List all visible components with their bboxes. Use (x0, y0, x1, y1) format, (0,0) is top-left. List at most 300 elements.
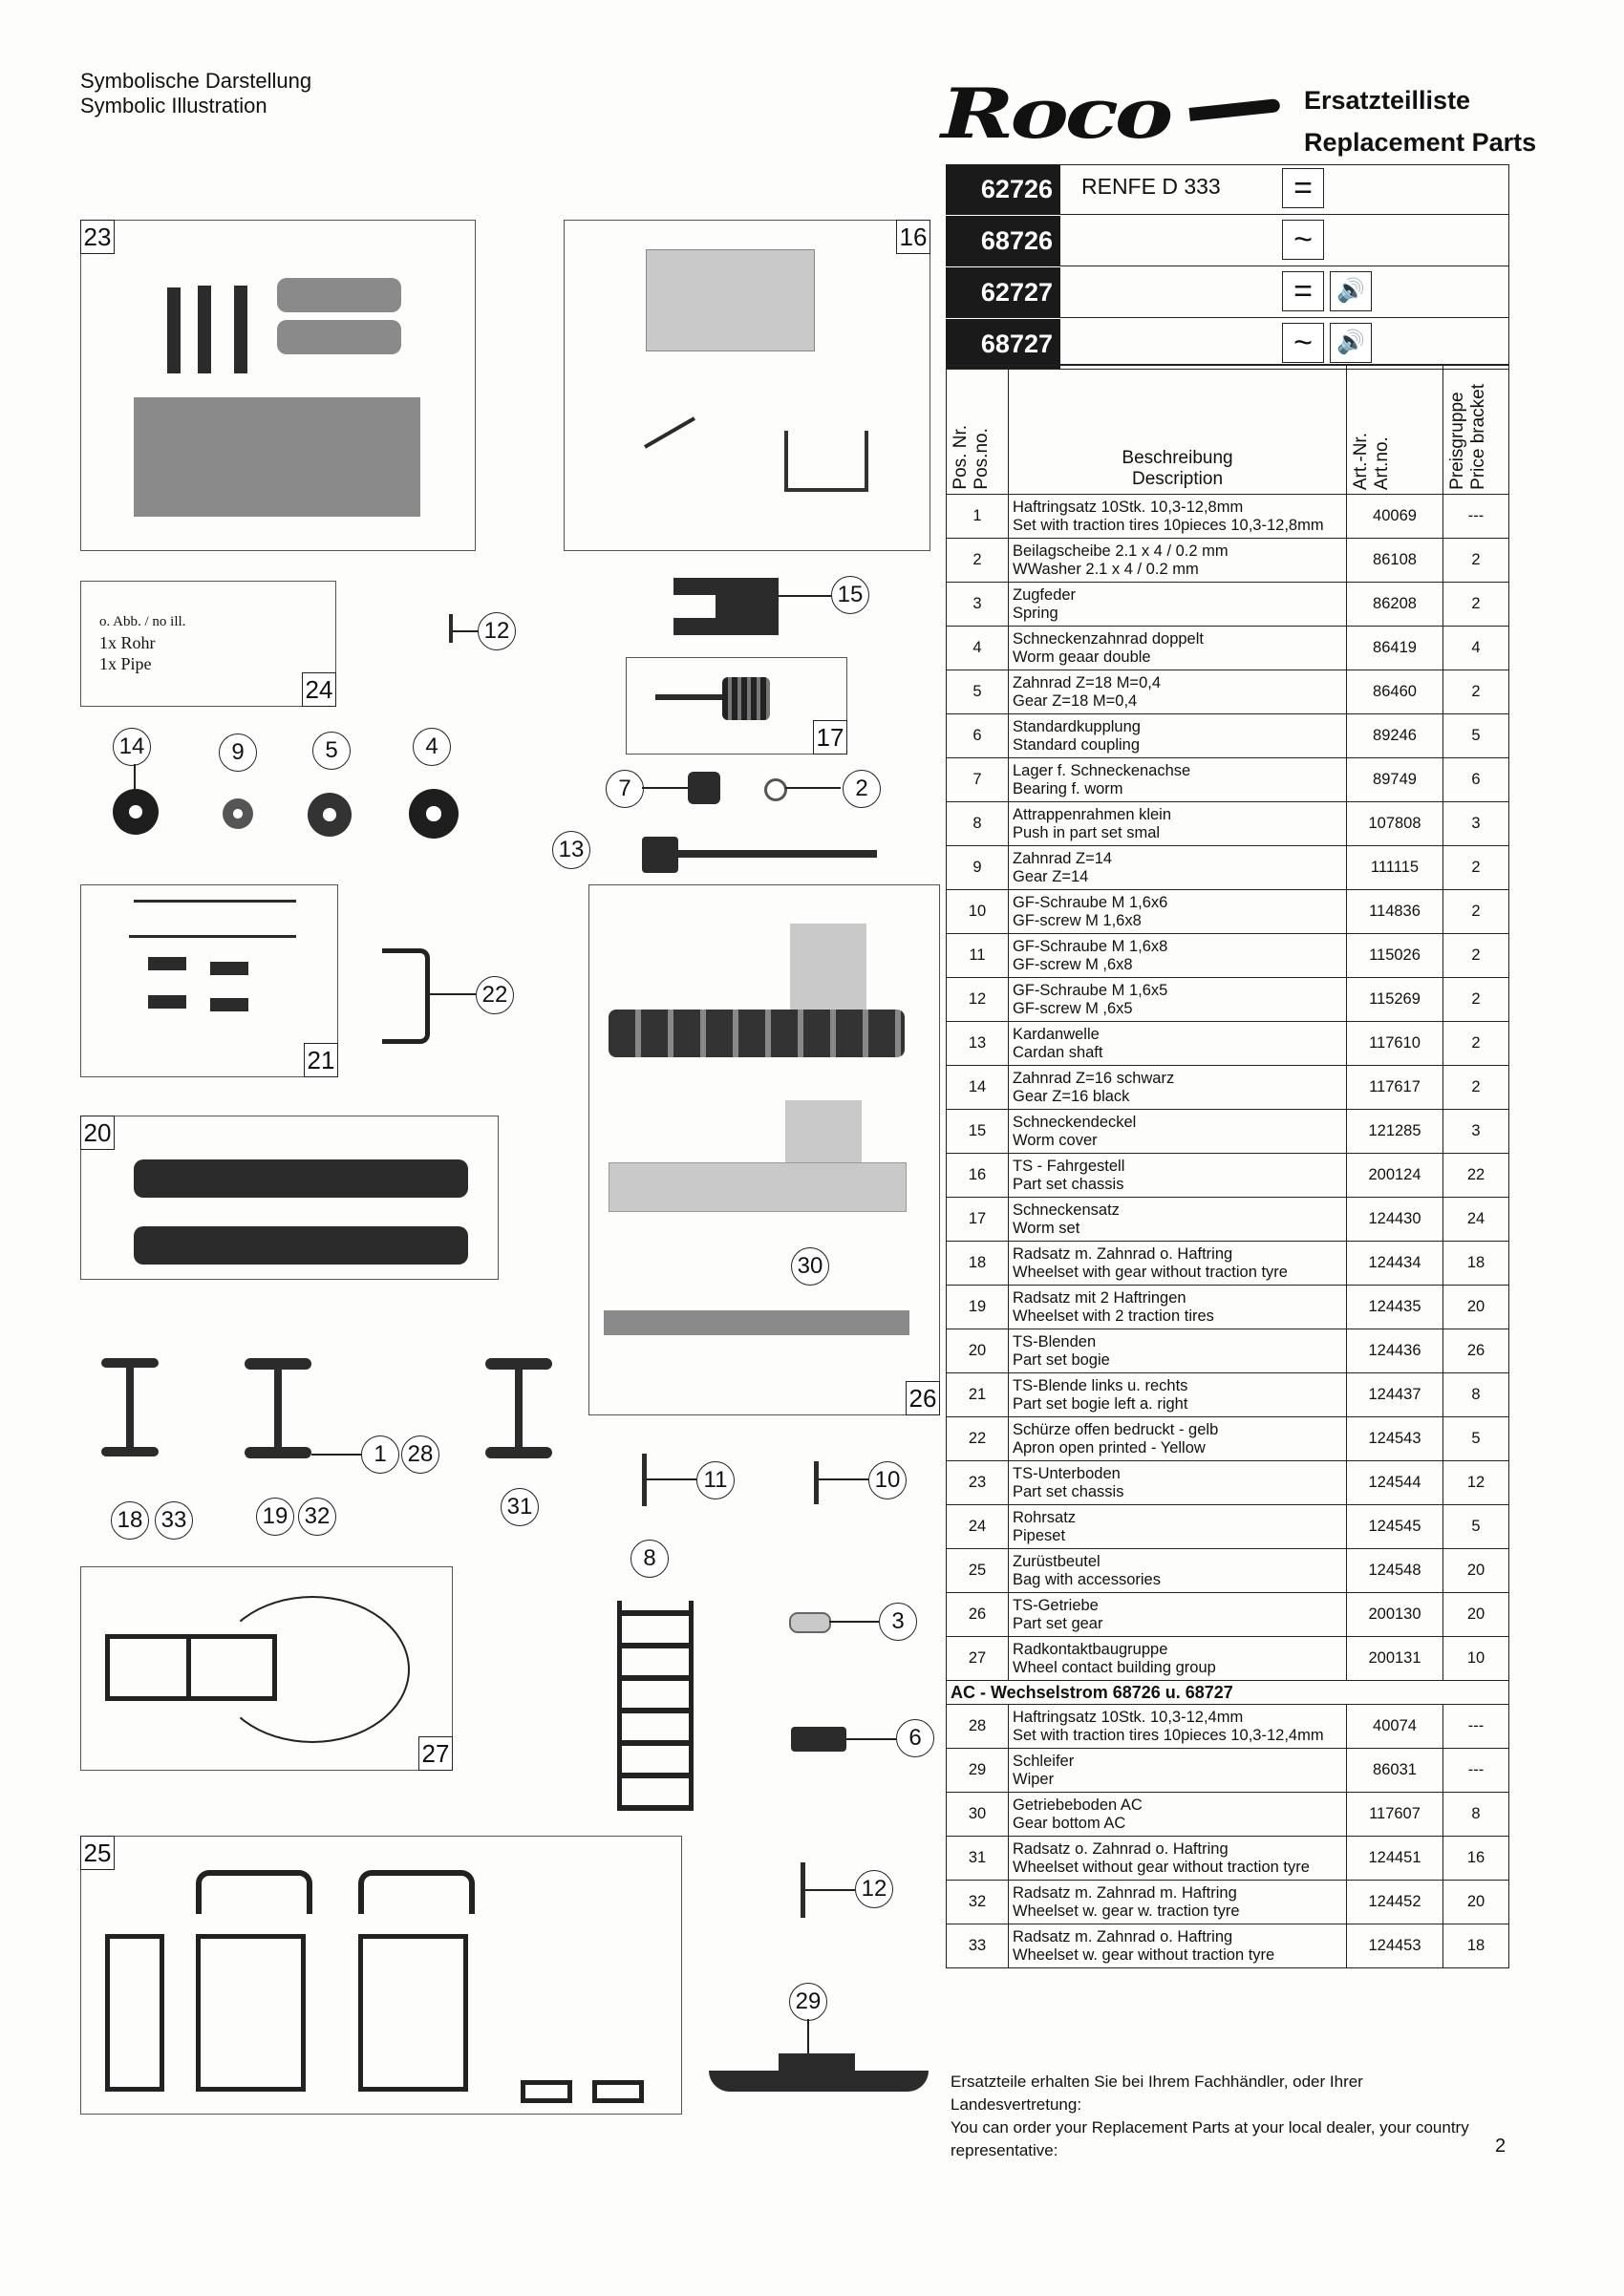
leader-line (134, 764, 136, 789)
chassis-part (646, 249, 815, 351)
part-price-bracket: 20 (1443, 1549, 1509, 1593)
coupling-part (791, 1727, 846, 1752)
page-title-en: Replacement Parts (1304, 128, 1537, 157)
part-description-de: TS-Blende links u. rechts (1013, 1376, 1188, 1394)
leader-line (779, 595, 831, 597)
part-price-bracket: 2 (1443, 934, 1509, 978)
table-row (947, 1242, 1509, 1286)
part-article-number: 86419 (1347, 627, 1443, 670)
part-description-en: Gear Z=14 (1013, 867, 1089, 885)
dc-current-icon: = (1282, 271, 1324, 311)
box-label: 25 (80, 1836, 115, 1870)
part-description-en: GF-screw M ,6x8 (1013, 955, 1133, 973)
part-description-en: Spring (1013, 604, 1058, 622)
part-position: 4 (947, 627, 1009, 670)
part-price-bracket: --- (1443, 495, 1509, 539)
dc-current-icon: = (1282, 168, 1324, 208)
footer-note (951, 2071, 1485, 2162)
part-description (1009, 1705, 1347, 1749)
part-description-de: GF-Schraube M 1,6x5 (1013, 981, 1168, 999)
part-article-number: 89246 (1347, 714, 1443, 758)
ac-current-icon: ~ (1282, 220, 1324, 260)
table-row (947, 1066, 1509, 1110)
part-description (1009, 1022, 1347, 1066)
bracket-part (644, 416, 695, 448)
part-position: 23 (947, 1461, 1009, 1505)
table-row (947, 539, 1509, 583)
part-description (1009, 670, 1347, 714)
part-article-number: 117610 (1347, 1022, 1443, 1066)
col-price-header: Preisgruppe Price bracket (1443, 366, 1509, 495)
accessory-sprue-part (196, 1934, 306, 2092)
part-price-bracket: 5 (1443, 1505, 1509, 1549)
ac-current-icon: ~ (1282, 323, 1324, 363)
part-description-en: Wheelset with gear without traction tyre (1013, 1263, 1288, 1281)
part-description-en: Set with traction tires 10pieces 10,3-12,4mm (1013, 1726, 1324, 1744)
bracket-part (784, 431, 868, 492)
screw-part (449, 614, 453, 643)
part-description-en: Worm cover (1013, 1131, 1098, 1149)
part-description-en: Part set bogie (1013, 1350, 1110, 1369)
note-no-ill: o. Abb. / no ill. (99, 614, 186, 629)
table-row (947, 670, 1509, 714)
part-article-number: 114836 (1347, 890, 1443, 934)
part-description (1009, 1593, 1347, 1637)
box-label: 26 (906, 1381, 940, 1415)
box-label: 27 (418, 1736, 453, 1771)
part-position: 12 (947, 978, 1009, 1022)
table-row (947, 1505, 1509, 1549)
part-description-de: Radsatz o. Zahnrad o. Haftring (1013, 1839, 1229, 1858)
part-price-bracket: 2 (1443, 1066, 1509, 1110)
step-part (210, 998, 248, 1011)
bearing-part (688, 772, 720, 804)
screw-part (814, 1461, 819, 1504)
wheel-contact-part (186, 1634, 191, 1701)
callout-5: 5 (312, 732, 351, 770)
part-description-de: GF-Schraube M 1,6x6 (1013, 893, 1168, 911)
part-description (1009, 1242, 1347, 1286)
part-position: 10 (947, 890, 1009, 934)
leader-line (807, 2019, 809, 2057)
part-position: 1 (947, 495, 1009, 539)
part-position: 21 (947, 1373, 1009, 1417)
part-description-en: Gear Z=16 black (1013, 1087, 1130, 1105)
ac-section-label: AC - Wechselstrom 68726 u. 68727 (947, 1681, 1509, 1705)
part-description-de: Haftringsatz 10Stk. 10,3-12,4mm (1013, 1708, 1244, 1726)
part-description (1009, 934, 1347, 978)
part-article-number: 124436 (1347, 1329, 1443, 1373)
part-price-bracket: 5 (1443, 714, 1509, 758)
part-description-de: Zugfeder (1013, 585, 1077, 604)
part-position: 32 (947, 1881, 1009, 1924)
part-description-en: Cardan shaft (1013, 1043, 1103, 1061)
part-description (1009, 978, 1347, 1022)
ac-section-header (947, 1681, 1509, 1705)
part-description (1009, 758, 1347, 802)
part-description-de: TS-Getriebe (1013, 1596, 1099, 1614)
table-row (947, 1593, 1509, 1637)
part-position: 19 (947, 1286, 1009, 1329)
footer-text-de: Ersatzteile erhalten Sie bei Ihrem Fachhändler, oder Ihrer Landesvertretung: (951, 2073, 1363, 2114)
table-row (947, 1286, 1509, 1329)
part-position: 16 (947, 1154, 1009, 1198)
gear-frame-part (609, 1010, 905, 1057)
part-description-en: GF-screw M 1,6x8 (1013, 911, 1142, 929)
pipe-part (167, 287, 181, 373)
part-article-number: 200124 (1347, 1154, 1443, 1198)
leader-line (428, 993, 476, 995)
callout-2: 2 (843, 770, 881, 808)
table-row (947, 1329, 1509, 1373)
col-pos-header: Pos. Nr. Pos.no. (947, 366, 1009, 495)
part-position: 30 (947, 1793, 1009, 1837)
part-description-en: Wiper (1013, 1770, 1055, 1788)
part-description-en: Part set gear (1013, 1614, 1103, 1632)
model-number: 68727 (946, 319, 1060, 369)
part-description-en: Bag with accessories (1013, 1570, 1161, 1588)
part-price-bracket: 2 (1443, 539, 1509, 583)
part-price-bracket: 2 (1443, 890, 1509, 934)
part-description-de: Radsatz mit 2 Haftringen (1013, 1288, 1186, 1307)
part-description-de: Schürze offen bedruckt - gelb (1013, 1420, 1219, 1438)
leader-line (311, 1454, 361, 1456)
part-price-bracket: 6 (1443, 758, 1509, 802)
gear-frame-part (609, 1162, 907, 1212)
symbolic-illustration-note (80, 69, 311, 118)
part-description-de: Schneckenzahnrad doppelt (1013, 629, 1204, 648)
chassis-floor-part (134, 397, 420, 517)
part-price-bracket: --- (1443, 1705, 1509, 1749)
illustration-box-25 (80, 1836, 682, 2115)
part-description-de: Zahnrad Z=14 (1013, 849, 1113, 867)
part-article-number: 86031 (1347, 1749, 1443, 1793)
part-description-de: Attrappenrahmen klein (1013, 805, 1172, 823)
wheel-part (245, 1447, 311, 1458)
table-row (947, 1549, 1509, 1593)
leader-line (642, 787, 688, 789)
page-number: 2 (1495, 2136, 1506, 2157)
note-pipe-de: 1x Rohr (99, 633, 156, 652)
callout-31: 31 (501, 1488, 539, 1526)
part-description-en: Push in part set smal (1013, 823, 1161, 841)
axle-part (126, 1366, 134, 1447)
part-description-en: Worm geaar double (1013, 648, 1151, 666)
note-pipe-en: 1x Pipe (99, 654, 152, 673)
part-price-bracket: 8 (1443, 1793, 1509, 1837)
part-price-bracket: 2 (1443, 670, 1509, 714)
handle-part (196, 1870, 312, 1914)
part-description (1009, 1154, 1347, 1198)
part-article-number: 124453 (1347, 1924, 1443, 1968)
leader-line (846, 1738, 896, 1740)
table-row (947, 1461, 1509, 1505)
part-description-de: Radsatz m. Zahnrad m. Haftring (1013, 1883, 1237, 1902)
gear-4-icon (409, 789, 459, 839)
model-number: 62727 (946, 267, 1060, 317)
part-article-number: 124452 (1347, 1881, 1443, 1924)
part-description-de: Radsatz m. Zahnrad o. Haftring (1013, 1927, 1233, 1945)
leader-line (647, 1478, 696, 1480)
part-position: 3 (947, 583, 1009, 627)
part-description (1009, 1881, 1347, 1924)
footer-text-en: You can order your Replacement Parts at your local dealer, your country representative: (951, 2118, 1469, 2159)
part-price-bracket: 2 (1443, 978, 1509, 1022)
part-description (1009, 802, 1347, 846)
part-article-number: 89749 (1347, 758, 1443, 802)
part-description-en: Gear Z=18 M=0,4 (1013, 691, 1138, 710)
part-description-de: TS-Unterboden (1013, 1464, 1121, 1482)
illustration-box-27 (80, 1566, 453, 1771)
part-description (1009, 1461, 1347, 1505)
callout-3: 3 (879, 1603, 917, 1641)
part-description-de: Schneckensatz (1013, 1201, 1120, 1219)
cardan-shaft-part (642, 837, 678, 873)
part-article-number: 200131 (1347, 1637, 1443, 1681)
part-price-bracket: 3 (1443, 1110, 1509, 1154)
part-description (1009, 1417, 1347, 1461)
illustration-box-16 (564, 220, 930, 551)
part-position: 29 (947, 1749, 1009, 1793)
push-in-frame-part (617, 1601, 694, 1811)
illustration-box-17 (626, 657, 847, 755)
gear-5-icon (308, 793, 352, 837)
part-price-bracket: --- (1443, 1749, 1509, 1793)
sound-icon: 🔊 (1330, 271, 1372, 311)
box-label: 23 (80, 220, 115, 254)
part-position: 6 (947, 714, 1009, 758)
table-row (947, 846, 1509, 890)
callout-12: 12 (855, 1870, 893, 1908)
callout-11: 11 (696, 1461, 735, 1499)
part-price-bracket: 4 (1443, 627, 1509, 670)
part-description (1009, 1373, 1347, 1417)
part-price-bracket: 18 (1443, 1242, 1509, 1286)
part-description-de: Rohrsatz (1013, 1508, 1077, 1526)
table-row (947, 1373, 1509, 1417)
part-article-number: 86460 (1347, 670, 1443, 714)
part-description-en: Part set bogie left a. right (1013, 1394, 1188, 1413)
leader-line (829, 1621, 879, 1623)
table-row (947, 495, 1509, 539)
model-row (946, 319, 1509, 370)
part-description-en: Set with traction tires 10pieces 10,3-12,8mm (1013, 516, 1324, 534)
part-position: 25 (947, 1549, 1009, 1593)
washer-part (764, 778, 787, 801)
part-article-number: 121285 (1347, 1110, 1443, 1154)
bogie-part (134, 1159, 468, 1198)
part-description-en: WWasher 2.1 x 4 / 0.2 mm (1013, 560, 1199, 578)
table-row (947, 1881, 1509, 1924)
callout-6: 6 (896, 1719, 934, 1757)
part-price-bracket: 18 (1443, 1924, 1509, 1968)
table-row (947, 1793, 1509, 1837)
sound-icon: 🔊 (1330, 323, 1372, 363)
part-article-number: 117607 (1347, 1793, 1443, 1837)
part-article-number: 107808 (1347, 802, 1443, 846)
part-description-de: Radsatz m. Zahnrad o. Haftring (1013, 1244, 1233, 1263)
part-description-de: Zurüstbeutel (1013, 1552, 1100, 1570)
table-row (947, 978, 1509, 1022)
part-article-number: 124435 (1347, 1286, 1443, 1329)
bogie-part (134, 1226, 468, 1265)
part-description-de: TS-Blenden (1013, 1332, 1097, 1350)
callout-9: 9 (219, 733, 257, 772)
part-description (1009, 1837, 1347, 1881)
no-illustration-note (99, 611, 185, 674)
part-article-number: 124451 (1347, 1837, 1443, 1881)
box-label: 20 (80, 1116, 115, 1150)
box-label: 16 (896, 220, 930, 254)
part-price-bracket: 5 (1443, 1417, 1509, 1461)
pipe-part (234, 286, 247, 373)
part-position: 5 (947, 670, 1009, 714)
part-price-bracket: 10 (1443, 1637, 1509, 1681)
callout-19: 19 (256, 1498, 294, 1536)
part-description (1009, 583, 1347, 627)
worm-cover-part (673, 578, 779, 635)
part-article-number: 115026 (1347, 934, 1443, 978)
part-position: 28 (947, 1705, 1009, 1749)
part-description-de: Standardkupplung (1013, 717, 1141, 735)
part-description-en: Bearing f. worm (1013, 779, 1123, 797)
part-article-number: 124545 (1347, 1505, 1443, 1549)
callout-4: 4 (413, 728, 451, 766)
accessory-part (521, 2080, 572, 2103)
table-row (947, 758, 1509, 802)
part-description-de: GF-Schraube M 1,6x8 (1013, 937, 1168, 955)
brand-wordmark: Roco (941, 73, 1170, 155)
accessory-part (592, 2080, 644, 2103)
part-article-number: 40069 (1347, 495, 1443, 539)
part-position: 11 (947, 934, 1009, 978)
part-description-de: TS - Fahrgestell (1013, 1157, 1125, 1175)
part-article-number: 124543 (1347, 1417, 1443, 1461)
model-number: 62726 (946, 164, 1060, 214)
part-description-de: Lager f. Schneckenachse (1013, 761, 1191, 779)
leader-line (785, 787, 841, 789)
part-article-number: 124434 (1347, 1242, 1443, 1286)
leader-line (805, 1889, 855, 1891)
wiper-part (779, 2053, 855, 2074)
screw-part (642, 1454, 647, 1506)
table-row (947, 934, 1509, 978)
part-description (1009, 1637, 1347, 1681)
part-price-bracket: 3 (1443, 802, 1509, 846)
part-description-en: GF-screw M ,6x5 (1013, 999, 1133, 1017)
illustration-box-21 (80, 884, 338, 1077)
part-description (1009, 627, 1347, 670)
worm-part (722, 677, 770, 720)
part-article-number: 40074 (1347, 1705, 1443, 1749)
callout-18: 18 (111, 1501, 149, 1540)
table-row (947, 1924, 1509, 1968)
part-description-de: Haftringsatz 10Stk. 10,3-12,8mm (1013, 498, 1244, 516)
table-row (947, 583, 1509, 627)
part-description (1009, 1066, 1347, 1110)
part-article-number: 200130 (1347, 1593, 1443, 1637)
handrail-part (134, 900, 296, 903)
part-description-en: Worm set (1013, 1219, 1080, 1237)
col-desc-header: Beschreibung Description (1009, 366, 1347, 495)
part-description (1009, 1329, 1347, 1373)
step-part (148, 957, 186, 970)
callout-14: 14 (113, 728, 151, 766)
part-price-bracket: 24 (1443, 1198, 1509, 1242)
part-description (1009, 1110, 1347, 1154)
contact-wire-part (215, 1596, 410, 1743)
part-position: 33 (947, 1924, 1009, 1968)
part-position: 9 (947, 846, 1009, 890)
leader-line (819, 1478, 868, 1480)
part-description (1009, 846, 1347, 890)
part-description (1009, 1198, 1347, 1242)
part-position: 18 (947, 1242, 1009, 1286)
part-position: 17 (947, 1198, 1009, 1242)
part-price-bracket: 22 (1443, 1154, 1509, 1198)
part-price-bracket: 2 (1443, 846, 1509, 890)
part-article-number: 86108 (1347, 539, 1443, 583)
part-description (1009, 890, 1347, 934)
part-position: 20 (947, 1329, 1009, 1373)
part-price-bracket: 20 (1443, 1593, 1509, 1637)
accessory-sprue-part (358, 1934, 468, 2092)
roco-logo (941, 73, 1285, 162)
part-description (1009, 1924, 1347, 1968)
part-description-de: Zahnrad Z=18 M=0,4 (1013, 673, 1162, 691)
callout-22: 22 (476, 976, 514, 1014)
illustration-box-23 (80, 220, 476, 551)
parts-table (946, 365, 1509, 1968)
model-number: 68726 (946, 216, 1060, 266)
apron-part (382, 948, 430, 1044)
table-row (947, 890, 1509, 934)
part-description-en: Standard coupling (1013, 735, 1141, 754)
part-description (1009, 1505, 1347, 1549)
model-row (946, 164, 1509, 215)
part-description-en: Apron open printed - Yellow (1013, 1438, 1206, 1456)
callout-33: 33 (155, 1501, 193, 1540)
callout-28: 28 (401, 1435, 439, 1474)
part-description-de: Beilagscheibe 2.1 x 4 / 0.2 mm (1013, 542, 1229, 560)
part-article-number: 117617 (1347, 1066, 1443, 1110)
part-position: 31 (947, 1837, 1009, 1881)
table-row (947, 1154, 1509, 1198)
callout-1: 1 (361, 1435, 399, 1474)
callout-15: 15 (831, 576, 869, 614)
part-description-de: Getriebeboden AC (1013, 1796, 1143, 1814)
illustration-box-20 (80, 1116, 499, 1280)
callout-10: 10 (868, 1461, 907, 1499)
part-description-en: Pipeset (1013, 1526, 1066, 1544)
part-description-de: Kardanwelle (1013, 1025, 1100, 1043)
part-description-en: Part set chassis (1013, 1482, 1124, 1500)
box-label: 17 (813, 720, 847, 755)
axle-part (274, 1368, 282, 1449)
part-description (1009, 1749, 1347, 1793)
handrail-part (129, 935, 296, 938)
part-article-number: 111115 (1347, 846, 1443, 890)
part-description-en: Wheel contact building group (1013, 1658, 1216, 1676)
part-article-number: 86208 (1347, 583, 1443, 627)
part-article-number: 115269 (1347, 978, 1443, 1022)
part-price-bracket: 16 (1443, 1837, 1509, 1881)
part-description-en: Gear bottom AC (1013, 1814, 1126, 1832)
part-article-number: 124548 (1347, 1549, 1443, 1593)
part-description-de: Schneckendeckel (1013, 1113, 1137, 1131)
part-description (1009, 714, 1347, 758)
part-description-de: Radkontaktbaugruppe (1013, 1640, 1168, 1658)
